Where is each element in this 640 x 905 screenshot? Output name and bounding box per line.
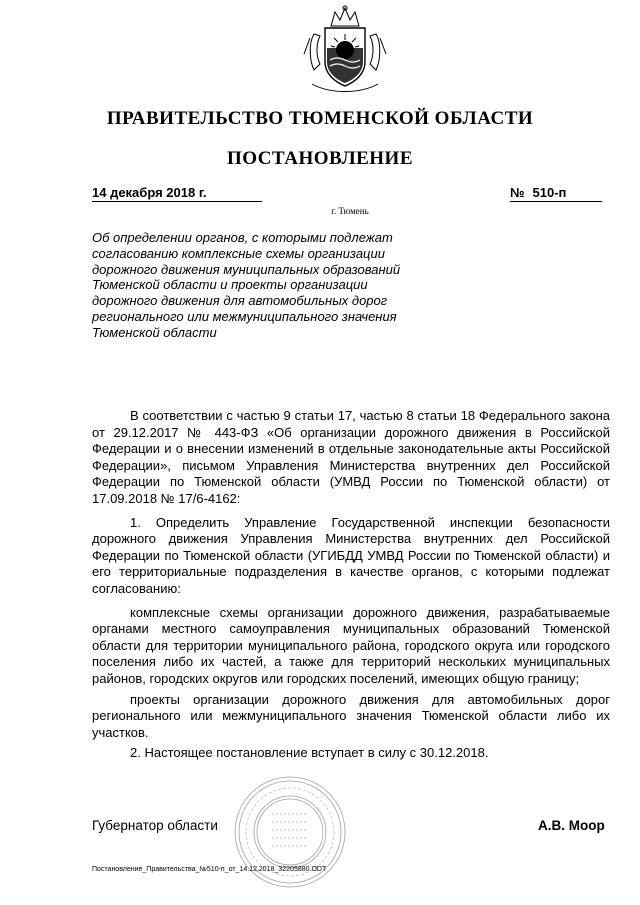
file-footer: Постановление_Правительства_№510-п_от_14.12.2018_32205880.ODT — [92, 866, 327, 873]
number-label: № — [510, 185, 525, 200]
document-number — [510, 185, 602, 202]
signature-position: Губернатор области — [92, 818, 218, 833]
paragraph-item-1: 1. Определить Управление Государственной инспекции безопасности дорожного движения Управления Министерства внутренних дел Российской Федерации по Тюменской области (УГИБДД УМВД России по Тюменской области) и его территориальные подразделения в качестве органов, с которыми подлежат согласованию: — [92, 514, 610, 596]
coat-of-arms-emblem — [300, 4, 390, 96]
document-subject: Об определении органов, с которыми подлежат согласованию комплексные схемы организации дорожного движения муниципальных образований Тюменской области и проекты организации дорожного движения для автомобильных дорог регионального или межмуниципального значения Тюменской области — [92, 230, 401, 340]
number-value: 510-п — [532, 185, 567, 200]
city: г. Тюмень — [331, 206, 369, 216]
paragraph-complex-schemes: комплексные схемы организации дорожного движения, разрабатываемые органами местного самоуправления муниципальных образований Тюменской области для территории муниципального района, городского округа или городского поселения либо их частей, а также для территорий нескольких муниципальных районов, городских округов или городских поселений, имеющих общую границу; — [92, 604, 610, 686]
document-date: 14 декабря 2018 г. — [92, 185, 262, 202]
document-type: ПОСТАНОВЛЕНИЕ — [226, 148, 414, 169]
paragraph-item-2: 2. Настоящее постановление вступает в силу с 30.12.2018. — [130, 745, 489, 761]
government-title: ПРАВИТЕЛЬСТВО ТЮМЕНСКОЙ ОБЛАСТИ — [106, 108, 534, 129]
document-body — [92, 408, 610, 769]
paragraph-projects: проекты организации дорожного движения для автомобильных дорог регионального или межмуниципального значения Тюменской области либо их участков. — [92, 691, 610, 740]
signature-name: А.В. Моор — [538, 818, 605, 833]
paragraph-preamble: В соответствии с частью 9 статьи 17, частью 8 статьи 18 Федерального закона от 29.12.2017 № 443-ФЗ «Об организации дорожного движения в Российской Федерации и о внесении изменений в отдельные законодательные акты Российской Федерации», письмом Управления Министерства внутренних дел Российской Федерации по Тюменской области (УМВД России по Тюменской области) от 17.09.2018 № 17/6-4162: — [92, 408, 610, 506]
